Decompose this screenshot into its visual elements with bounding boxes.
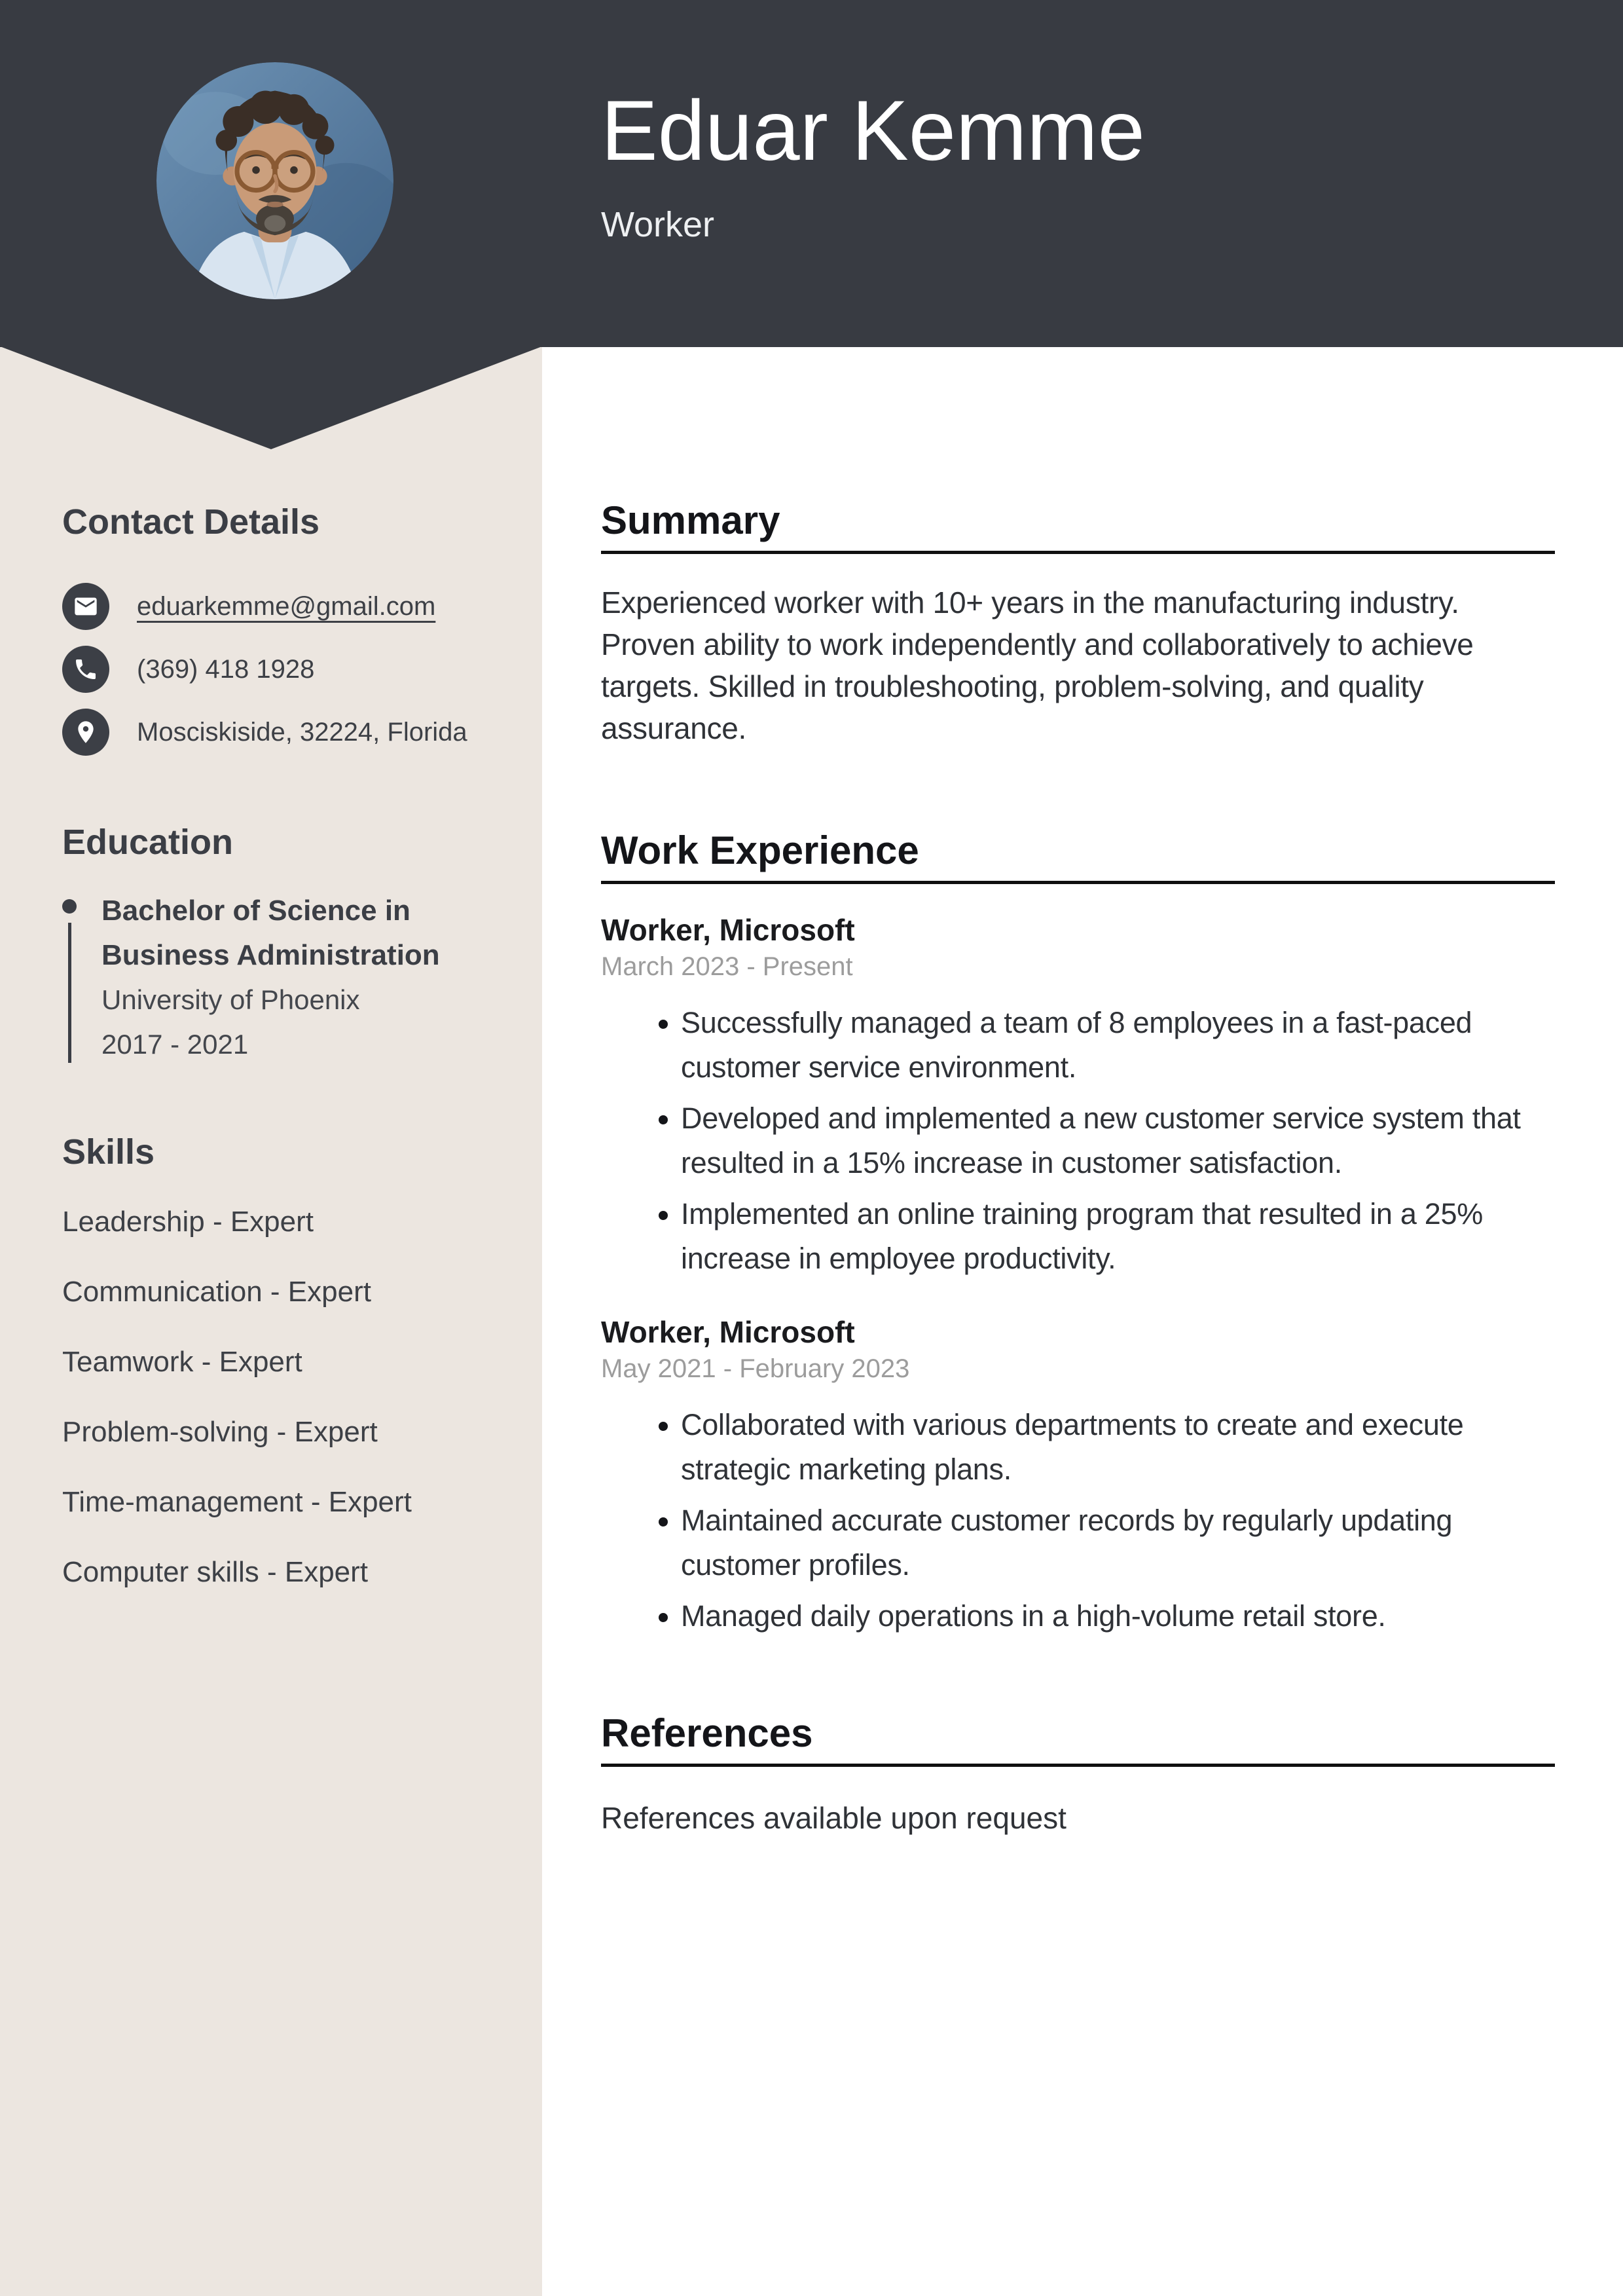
skill-item: Teamwork - Expert	[62, 1346, 302, 1378]
skill-item: Problem-solving - Expert	[62, 1416, 378, 1448]
summary-text: Experienced worker with 10+ years in the manufacturing industry. Proven ability to work independently and collaboratively to achieve targets. Skilled in troubleshooting, problem-solving, and quality assurance.	[601, 585, 1474, 745]
job-entry	[601, 913, 1555, 1281]
education-item	[62, 889, 509, 1067]
education-degree: Bachelor of Science in Business Administration	[101, 895, 440, 971]
timeline-line	[68, 923, 71, 1063]
summary-heading: Summary	[601, 498, 1555, 554]
skill-item: Communication - Expert	[62, 1276, 371, 1308]
job-bullet: • Developed and implemented a new customer service system that resulted in a 15% increase in customer satisfaction.	[681, 1096, 1555, 1185]
phone-value: (369) 418 1928	[137, 655, 315, 684]
education-school: University of Phoenix	[101, 984, 360, 1015]
skills-list	[62, 1208, 509, 1587]
person-title: Worker	[601, 205, 715, 244]
job-entry	[601, 1315, 1555, 1639]
location-value: Mosciskiside, 32224, Florida	[137, 718, 467, 747]
profile-photo	[156, 62, 393, 299]
education-heading: Education	[62, 823, 234, 862]
contact-heading: Contact Details	[62, 502, 320, 542]
job-bullet: • Managed daily operations in a high-volume retail store.	[681, 1594, 1555, 1639]
summary-section	[601, 498, 1555, 749]
contact-phone-row	[62, 646, 509, 693]
sidebar	[0, 347, 542, 1628]
header-text	[601, 84, 1145, 246]
education-period: 2017 - 2021	[101, 1029, 249, 1060]
location-icon	[62, 709, 109, 756]
job-bullet: • Collaborated with various departments to create and execute strategic marketing plans.	[681, 1403, 1555, 1492]
skills-heading: Skills	[62, 1132, 155, 1172]
education-section	[62, 821, 509, 1067]
portrait-illustration	[156, 62, 393, 299]
skill-item: Time-management - Expert	[62, 1486, 412, 1518]
skill-item: Computer skills - Expert	[62, 1556, 369, 1588]
main-content	[601, 347, 1555, 1839]
timeline-dot-icon	[62, 899, 77, 914]
job-bullet-list	[601, 1403, 1555, 1639]
job-bullet-list	[601, 1001, 1555, 1281]
job-title: Worker, Microsoft	[601, 913, 855, 947]
contact-section	[62, 501, 509, 756]
phone-icon	[62, 646, 109, 693]
skills-section	[62, 1131, 509, 1587]
skill-item: Leadership - Expert	[62, 1206, 314, 1238]
contact-location-row	[62, 709, 509, 756]
job-bullet: • Implemented an online training program that resulted in a 25% increase in employee productivity.	[681, 1192, 1555, 1281]
contact-email-row	[62, 583, 509, 630]
email-icon	[62, 583, 109, 630]
references-section	[601, 1711, 1555, 1839]
email-link[interactable]: eduarkemme@gmail.com	[137, 592, 436, 621]
job-period: March 2023 - Present	[601, 952, 853, 981]
work-experience-section	[601, 828, 1555, 1639]
job-period: May 2021 - February 2023	[601, 1354, 910, 1383]
references-heading: References	[601, 1711, 1555, 1767]
references-text: References available upon request	[601, 1801, 1067, 1835]
work-experience-heading: Work Experience	[601, 828, 1555, 884]
person-name: Eduar Kemme	[601, 83, 1145, 178]
job-bullet: • Successfully managed a team of 8 employees in a fast-paced customer service environment.	[681, 1001, 1555, 1090]
contact-list	[62, 583, 509, 756]
job-bullet: • Maintained accurate customer records by regularly updating customer profiles.	[681, 1498, 1555, 1587]
job-title: Worker, Microsoft	[601, 1315, 855, 1349]
